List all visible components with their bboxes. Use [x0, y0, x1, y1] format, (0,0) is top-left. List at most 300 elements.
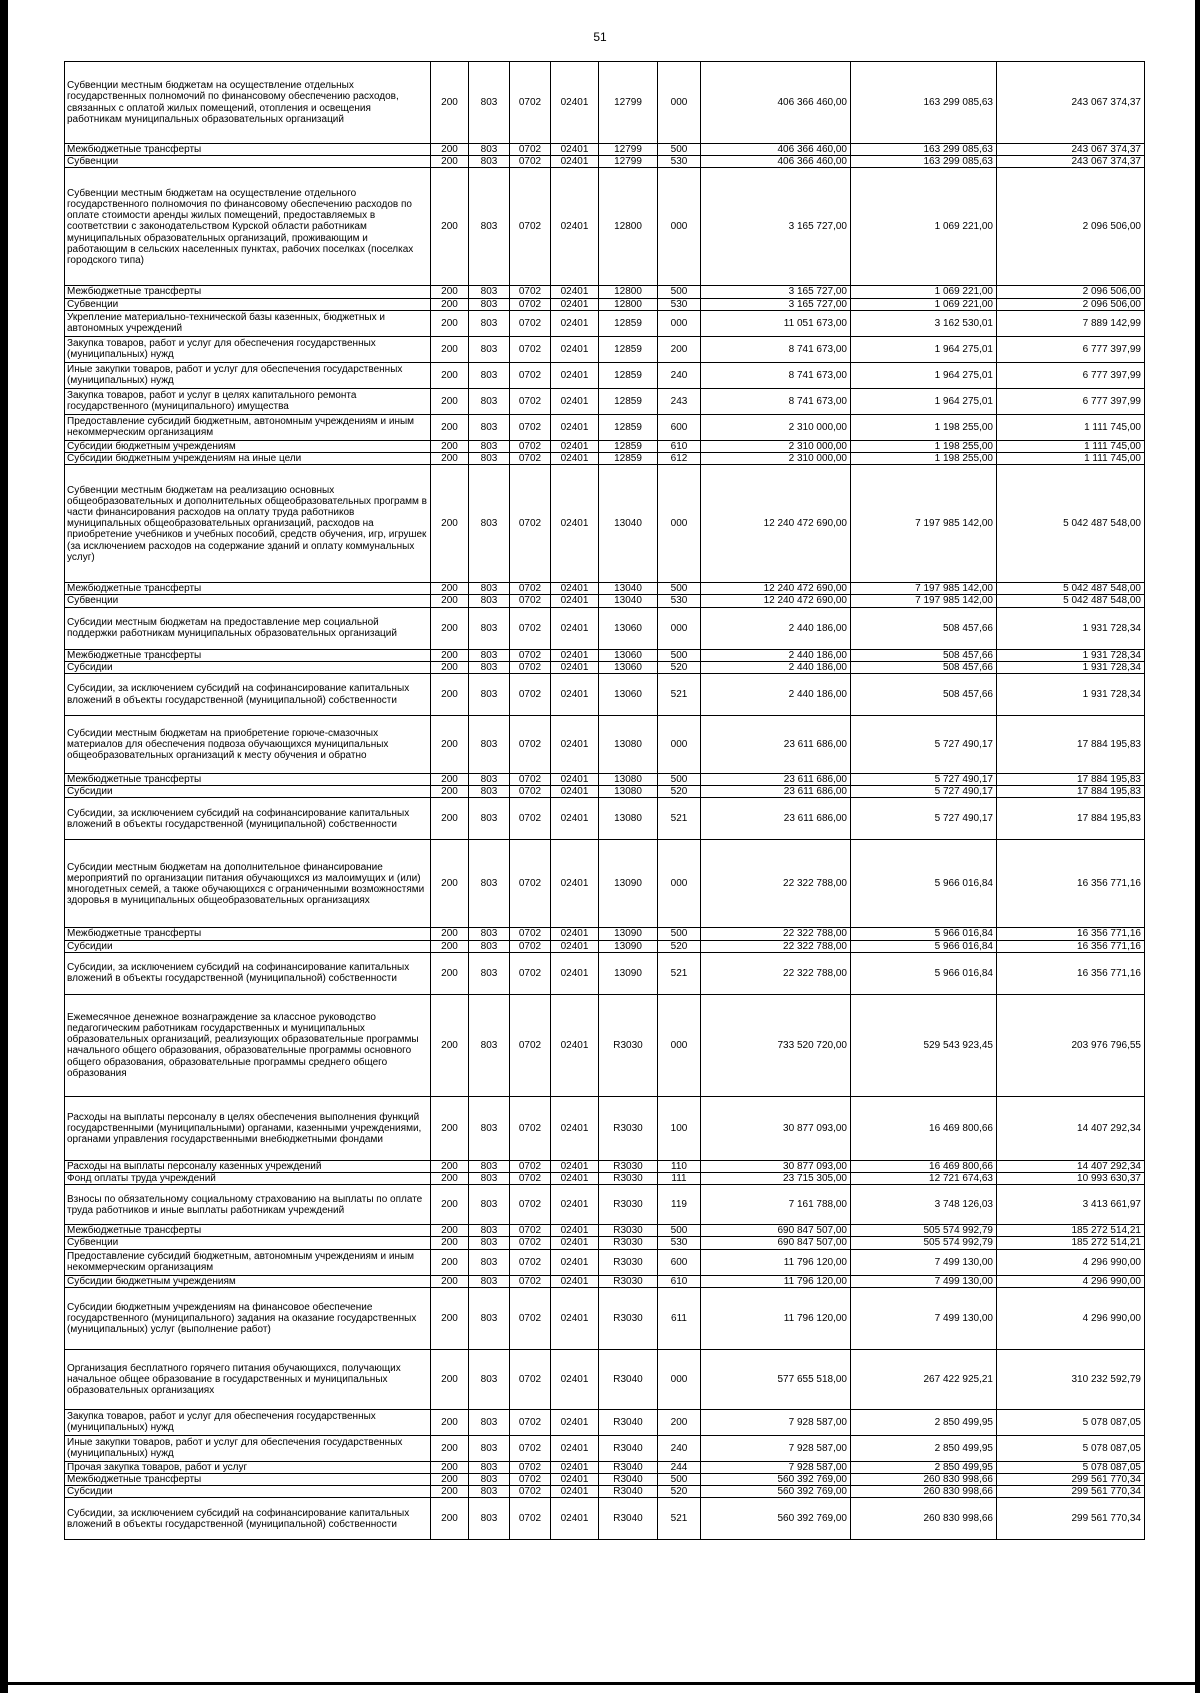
amount-planned: 23 611 686,00: [701, 774, 851, 786]
amount-planned: 3 165 727,00: [701, 168, 851, 286]
code-expense-type: 520: [658, 661, 701, 673]
code-program: 02401: [551, 649, 599, 661]
row-name: Расходы на выплаты персоналу в целях обеспечения выполнения функций государственными (муниципальными) органами, казенными учреждениями, органами управления государственными внебюджетными фондами: [65, 1096, 431, 1160]
amount-remaining: 203 976 796,55: [997, 994, 1145, 1096]
code-program: 02401: [551, 786, 599, 798]
code-program: 02401: [551, 716, 599, 774]
code-section: 0702: [510, 607, 551, 649]
code-direction: R3030: [599, 994, 658, 1096]
code-program: 02401: [551, 298, 599, 310]
row-name: Субсидии: [65, 786, 431, 798]
code-admin: 200: [431, 144, 469, 156]
code-expense-type: 530: [658, 595, 701, 607]
code-section: 0702: [510, 840, 551, 928]
code-section: 0702: [510, 798, 551, 840]
code-direction: 13080: [599, 716, 658, 774]
code-direction: 12859: [599, 440, 658, 452]
amount-remaining: 17 884 195,83: [997, 774, 1145, 786]
amount-planned: 3 165 727,00: [701, 286, 851, 298]
code-direction: 13090: [599, 952, 658, 994]
row-name: Межбюджетные трансферты: [65, 144, 431, 156]
amount-remaining: 299 561 770,34: [997, 1474, 1145, 1486]
amount-executed: 7 499 130,00: [851, 1249, 997, 1275]
amount-planned: 23 715 305,00: [701, 1173, 851, 1185]
amount-remaining: 6 777 397,99: [997, 362, 1145, 388]
code-admin: 200: [431, 1498, 469, 1540]
amount-executed: 267 422 925,21: [851, 1349, 997, 1409]
row-name: Субсидии: [65, 661, 431, 673]
amount-planned: 406 366 460,00: [701, 62, 851, 144]
code-program: 02401: [551, 1275, 599, 1287]
amount-executed: 7 197 985 142,00: [851, 465, 997, 583]
table-row: [65, 1474, 1145, 1486]
amount-planned: 8 741 673,00: [701, 362, 851, 388]
code-direction: 13040: [599, 583, 658, 595]
code-direction: R3030: [599, 1225, 658, 1237]
code-expense-type: 000: [658, 840, 701, 928]
table-row: [65, 414, 1145, 440]
code-section: 0702: [510, 310, 551, 336]
code-ministry: 803: [469, 465, 510, 583]
code-program: 02401: [551, 1498, 599, 1540]
amount-remaining: 1 111 745,00: [997, 440, 1145, 452]
code-program: 02401: [551, 952, 599, 994]
code-ministry: 803: [469, 168, 510, 286]
amount-executed: 2 850 499,95: [851, 1435, 997, 1461]
code-admin: 200: [431, 1160, 469, 1172]
row-name: Субсидии бюджетным учреждениям на иные цели: [65, 453, 431, 465]
amount-remaining: 5 042 487 548,00: [997, 465, 1145, 583]
amount-remaining: 16 356 771,16: [997, 940, 1145, 952]
amount-executed: 5 966 016,84: [851, 928, 997, 940]
code-program: 02401: [551, 1349, 599, 1409]
code-direction: 12799: [599, 62, 658, 144]
amount-planned: 7 161 788,00: [701, 1185, 851, 1225]
code-section: 0702: [510, 1173, 551, 1185]
table-row: [65, 336, 1145, 362]
code-program: 02401: [551, 286, 599, 298]
code-ministry: 803: [469, 1225, 510, 1237]
code-ministry: 803: [469, 362, 510, 388]
row-name: Иные закупки товаров, работ и услуг для обеспечения государственных (муниципальных) нужд: [65, 362, 431, 388]
code-admin: 200: [431, 1275, 469, 1287]
code-admin: 200: [431, 1225, 469, 1237]
amount-executed: 505 574 992,79: [851, 1225, 997, 1237]
code-ministry: 803: [469, 1160, 510, 1172]
code-admin: 200: [431, 414, 469, 440]
row-name: Предоставление субсидий бюджетным, автономным учреждениям и иным некоммерческим организациям: [65, 1249, 431, 1275]
code-program: 02401: [551, 994, 599, 1096]
code-expense-type: 600: [658, 414, 701, 440]
code-admin: 200: [431, 1287, 469, 1349]
code-direction: R3030: [599, 1160, 658, 1172]
code-admin: 200: [431, 595, 469, 607]
row-name: Взносы по обязательному социальному страхованию на выплаты по оплате труда работников и иные выплаты работникам учреждений: [65, 1185, 431, 1225]
table-row: [65, 940, 1145, 952]
amount-planned: 690 847 507,00: [701, 1237, 851, 1249]
code-program: 02401: [551, 1160, 599, 1172]
amount-planned: 2 310 000,00: [701, 414, 851, 440]
code-admin: 200: [431, 583, 469, 595]
row-name: Субвенции: [65, 595, 431, 607]
amount-executed: 1 198 255,00: [851, 453, 997, 465]
amount-planned: 23 611 686,00: [701, 798, 851, 840]
code-program: 02401: [551, 388, 599, 414]
code-admin: 200: [431, 940, 469, 952]
row-name: Иные закупки товаров, работ и услуг для обеспечения государственных (муниципальных) нужд: [65, 1435, 431, 1461]
amount-planned: 2 440 186,00: [701, 607, 851, 649]
code-direction: R3040: [599, 1474, 658, 1486]
code-expense-type: 200: [658, 1409, 701, 1435]
code-ministry: 803: [469, 1173, 510, 1185]
code-ministry: 803: [469, 1409, 510, 1435]
row-name: Межбюджетные трансферты: [65, 774, 431, 786]
amount-executed: 529 543 923,45: [851, 994, 997, 1096]
code-section: 0702: [510, 583, 551, 595]
code-direction: 13080: [599, 786, 658, 798]
code-direction: R3030: [599, 1096, 658, 1160]
row-name: Субсидии местным бюджетам на предоставление мер социальной поддержки работникам муниципальных образовательных организаций: [65, 607, 431, 649]
amount-remaining: 1 931 728,34: [997, 607, 1145, 649]
table-body: [65, 62, 1145, 1540]
code-direction: R3040: [599, 1461, 658, 1473]
code-expense-type: 000: [658, 62, 701, 144]
code-direction: R3040: [599, 1349, 658, 1409]
code-expense-type: 111: [658, 1173, 701, 1185]
amount-executed: 163 299 085,63: [851, 144, 997, 156]
amount-executed: 2 850 499,95: [851, 1409, 997, 1435]
code-section: 0702: [510, 168, 551, 286]
code-expense-type: 243: [658, 388, 701, 414]
code-expense-type: 119: [658, 1185, 701, 1225]
code-section: 0702: [510, 1225, 551, 1237]
amount-remaining: 3 413 661,97: [997, 1185, 1145, 1225]
table-row: [65, 674, 1145, 716]
code-admin: 200: [431, 1409, 469, 1435]
amount-remaining: 2 096 506,00: [997, 298, 1145, 310]
code-admin: 200: [431, 1173, 469, 1185]
code-section: 0702: [510, 928, 551, 940]
amount-planned: 3 165 727,00: [701, 298, 851, 310]
code-admin: 200: [431, 798, 469, 840]
code-direction: 13040: [599, 595, 658, 607]
amount-executed: 1 069 221,00: [851, 298, 997, 310]
code-ministry: 803: [469, 1249, 510, 1275]
amount-remaining: 16 356 771,16: [997, 952, 1145, 994]
code-ministry: 803: [469, 440, 510, 452]
code-ministry: 803: [469, 1461, 510, 1473]
code-expense-type: 000: [658, 310, 701, 336]
code-program: 02401: [551, 362, 599, 388]
code-admin: 200: [431, 362, 469, 388]
amount-remaining: 16 356 771,16: [997, 840, 1145, 928]
amount-remaining: 299 561 770,34: [997, 1486, 1145, 1498]
amount-executed: 1 069 221,00: [851, 286, 997, 298]
amount-remaining: 6 777 397,99: [997, 336, 1145, 362]
amount-executed: 1 198 255,00: [851, 440, 997, 452]
amount-remaining: 310 232 592,79: [997, 1349, 1145, 1409]
table-row: [65, 62, 1145, 144]
code-ministry: 803: [469, 595, 510, 607]
table-row: [65, 840, 1145, 928]
amount-planned: 12 240 472 690,00: [701, 595, 851, 607]
code-expense-type: 240: [658, 1435, 701, 1461]
code-expense-type: 000: [658, 607, 701, 649]
row-name: Субвенции: [65, 1237, 431, 1249]
table-row: [65, 716, 1145, 774]
amount-remaining: 17 884 195,83: [997, 798, 1145, 840]
table-row: [65, 595, 1145, 607]
row-name: Субсидии, за исключением субсидий на софинансирование капитальных вложений в объекты государственной (муниципальной) собственности: [65, 952, 431, 994]
amount-planned: 2 310 000,00: [701, 453, 851, 465]
code-admin: 200: [431, 661, 469, 673]
code-direction: R3030: [599, 1249, 658, 1275]
table-row: [65, 1173, 1145, 1185]
code-section: 0702: [510, 1435, 551, 1461]
amount-planned: 2 440 186,00: [701, 649, 851, 661]
amount-executed: 3 162 530,01: [851, 310, 997, 336]
code-ministry: 803: [469, 994, 510, 1096]
code-direction: R3040: [599, 1409, 658, 1435]
table-row: [65, 774, 1145, 786]
code-section: 0702: [510, 786, 551, 798]
amount-executed: 5 727 490,17: [851, 716, 997, 774]
code-ministry: 803: [469, 310, 510, 336]
code-admin: 200: [431, 310, 469, 336]
code-direction: R3040: [599, 1435, 658, 1461]
code-program: 02401: [551, 1461, 599, 1473]
table-row: [65, 1349, 1145, 1409]
amount-executed: 16 469 800,66: [851, 1096, 997, 1160]
code-section: 0702: [510, 1185, 551, 1225]
amount-planned: 30 877 093,00: [701, 1160, 851, 1172]
code-section: 0702: [510, 774, 551, 786]
code-direction: 12859: [599, 388, 658, 414]
amount-executed: 16 469 800,66: [851, 1160, 997, 1172]
amount-planned: 733 520 720,00: [701, 994, 851, 1096]
code-expense-type: 500: [658, 583, 701, 595]
amount-executed: 1 198 255,00: [851, 414, 997, 440]
table-row: [65, 786, 1145, 798]
code-section: 0702: [510, 362, 551, 388]
amount-planned: 12 240 472 690,00: [701, 465, 851, 583]
code-expense-type: 612: [658, 453, 701, 465]
row-name: Фонд оплаты труда учреждений: [65, 1173, 431, 1185]
code-ministry: 803: [469, 798, 510, 840]
amount-planned: 560 392 769,00: [701, 1498, 851, 1540]
table-row: [65, 1185, 1145, 1225]
code-expense-type: 530: [658, 1237, 701, 1249]
amount-remaining: 6 777 397,99: [997, 388, 1145, 414]
code-expense-type: 600: [658, 1249, 701, 1275]
code-ministry: 803: [469, 1349, 510, 1409]
row-name: Субсидии: [65, 940, 431, 952]
code-program: 02401: [551, 336, 599, 362]
code-direction: 13080: [599, 798, 658, 840]
row-name: Межбюджетные трансферты: [65, 1474, 431, 1486]
code-admin: 200: [431, 1249, 469, 1275]
code-section: 0702: [510, 453, 551, 465]
table-row: [65, 286, 1145, 298]
code-direction: 13060: [599, 674, 658, 716]
code-direction: 13060: [599, 607, 658, 649]
code-direction: 12859: [599, 336, 658, 362]
row-name: Межбюджетные трансферты: [65, 928, 431, 940]
row-name: Субвенции: [65, 156, 431, 168]
code-ministry: 803: [469, 661, 510, 673]
amount-executed: 260 830 998,66: [851, 1486, 997, 1498]
budget-table: [64, 61, 1145, 1540]
code-section: 0702: [510, 1275, 551, 1287]
table-row: [65, 798, 1145, 840]
row-name: Субсидии бюджетным учреждениям: [65, 1275, 431, 1287]
code-program: 02401: [551, 1173, 599, 1185]
amount-executed: 508 457,66: [851, 649, 997, 661]
code-section: 0702: [510, 465, 551, 583]
code-program: 02401: [551, 940, 599, 952]
amount-executed: 7 197 985 142,00: [851, 583, 997, 595]
code-direction: R3030: [599, 1173, 658, 1185]
amount-remaining: 4 296 990,00: [997, 1275, 1145, 1287]
code-admin: 200: [431, 453, 469, 465]
amount-planned: 2 440 186,00: [701, 661, 851, 673]
code-admin: 200: [431, 156, 469, 168]
code-program: 02401: [551, 414, 599, 440]
amount-executed: 508 457,66: [851, 607, 997, 649]
amount-planned: 7 928 587,00: [701, 1435, 851, 1461]
amount-executed: 260 830 998,66: [851, 1498, 997, 1540]
row-name: Организация бесплатного горячего питания обучающихся, получающих начальное общее образование в государственных и муниципальных образовательных организациях: [65, 1349, 431, 1409]
amount-remaining: 1 111 745,00: [997, 453, 1145, 465]
code-program: 02401: [551, 583, 599, 595]
amount-planned: 22 322 788,00: [701, 840, 851, 928]
code-expense-type: 000: [658, 994, 701, 1096]
table-row: [65, 994, 1145, 1096]
table-row: [65, 453, 1145, 465]
code-program: 02401: [551, 1249, 599, 1275]
code-program: 02401: [551, 928, 599, 940]
code-direction: 13060: [599, 649, 658, 661]
code-direction: 12859: [599, 414, 658, 440]
code-admin: 200: [431, 607, 469, 649]
code-expense-type: 521: [658, 952, 701, 994]
code-admin: 200: [431, 994, 469, 1096]
code-program: 02401: [551, 440, 599, 452]
code-admin: 200: [431, 1435, 469, 1461]
code-direction: 13090: [599, 940, 658, 952]
code-program: 02401: [551, 1225, 599, 1237]
amount-remaining: 2 096 506,00: [997, 168, 1145, 286]
amount-remaining: 10 993 630,37: [997, 1173, 1145, 1185]
code-expense-type: 500: [658, 774, 701, 786]
code-admin: 200: [431, 336, 469, 362]
code-program: 02401: [551, 310, 599, 336]
code-expense-type: 110: [658, 1160, 701, 1172]
code-program: 02401: [551, 1435, 599, 1461]
code-ministry: 803: [469, 1237, 510, 1249]
scan-bottom-edge: [0, 1682, 1200, 1685]
code-direction: 12799: [599, 144, 658, 156]
amount-remaining: 1 931 728,34: [997, 674, 1145, 716]
code-direction: 12859: [599, 453, 658, 465]
code-ministry: 803: [469, 1474, 510, 1486]
code-expense-type: 240: [658, 362, 701, 388]
table-row: [65, 1237, 1145, 1249]
amount-executed: 5 727 490,17: [851, 798, 997, 840]
amount-remaining: 17 884 195,83: [997, 716, 1145, 774]
code-section: 0702: [510, 1096, 551, 1160]
scan-right-edge: [1195, 0, 1200, 1693]
code-expense-type: 100: [658, 1096, 701, 1160]
code-section: 0702: [510, 1409, 551, 1435]
amount-executed: 163 299 085,63: [851, 156, 997, 168]
code-section: 0702: [510, 994, 551, 1096]
amount-planned: 11 051 673,00: [701, 310, 851, 336]
code-section: 0702: [510, 414, 551, 440]
code-expense-type: 244: [658, 1461, 701, 1473]
code-expense-type: 500: [658, 144, 701, 156]
amount-executed: 1 964 275,01: [851, 336, 997, 362]
amount-remaining: 7 889 142,99: [997, 310, 1145, 336]
table-row: [65, 607, 1145, 649]
table-row: [65, 1486, 1145, 1498]
code-program: 02401: [551, 144, 599, 156]
amount-remaining: 243 067 374,37: [997, 62, 1145, 144]
code-admin: 200: [431, 286, 469, 298]
code-expense-type: 500: [658, 928, 701, 940]
amount-remaining: 14 407 292,34: [997, 1096, 1145, 1160]
table-row: [65, 1461, 1145, 1473]
code-section: 0702: [510, 1249, 551, 1275]
code-program: 02401: [551, 1185, 599, 1225]
code-expense-type: 000: [658, 168, 701, 286]
code-admin: 200: [431, 716, 469, 774]
amount-planned: 11 796 120,00: [701, 1249, 851, 1275]
code-section: 0702: [510, 1498, 551, 1540]
row-name: Межбюджетные трансферты: [65, 583, 431, 595]
table-row: [65, 168, 1145, 286]
code-ministry: 803: [469, 940, 510, 952]
code-expense-type: 500: [658, 1474, 701, 1486]
code-direction: R3040: [599, 1498, 658, 1540]
table-row: [65, 661, 1145, 673]
row-name: Межбюджетные трансферты: [65, 1225, 431, 1237]
code-section: 0702: [510, 649, 551, 661]
row-name: Субсидии, за исключением субсидий на софинансирование капитальных вложений в объекты государственной (муниципальной) собственности: [65, 798, 431, 840]
code-program: 02401: [551, 840, 599, 928]
amount-executed: 260 830 998,66: [851, 1474, 997, 1486]
code-ministry: 803: [469, 1185, 510, 1225]
amount-planned: 560 392 769,00: [701, 1486, 851, 1498]
code-direction: R3030: [599, 1185, 658, 1225]
table-row: [65, 298, 1145, 310]
code-ministry: 803: [469, 414, 510, 440]
amount-executed: 5 727 490,17: [851, 786, 997, 798]
amount-remaining: 1 931 728,34: [997, 649, 1145, 661]
code-ministry: 803: [469, 144, 510, 156]
code-section: 0702: [510, 595, 551, 607]
amount-planned: 2 310 000,00: [701, 440, 851, 452]
amount-executed: 508 457,66: [851, 661, 997, 673]
table-row: [65, 388, 1145, 414]
row-name: Субвенции местным бюджетам на осуществление отдельных государственных полномочий по финансовому обеспечению расходов, связанных с оплатой жилых помещений, отопления и освещения работникам муниципальных образовательных организаций: [65, 62, 431, 144]
amount-remaining: 299 561 770,34: [997, 1498, 1145, 1540]
amount-remaining: 16 356 771,16: [997, 928, 1145, 940]
amount-executed: 1 964 275,01: [851, 362, 997, 388]
code-expense-type: 521: [658, 1498, 701, 1540]
row-name: Прочая закупка товаров, работ и услуг: [65, 1461, 431, 1473]
code-program: 02401: [551, 607, 599, 649]
